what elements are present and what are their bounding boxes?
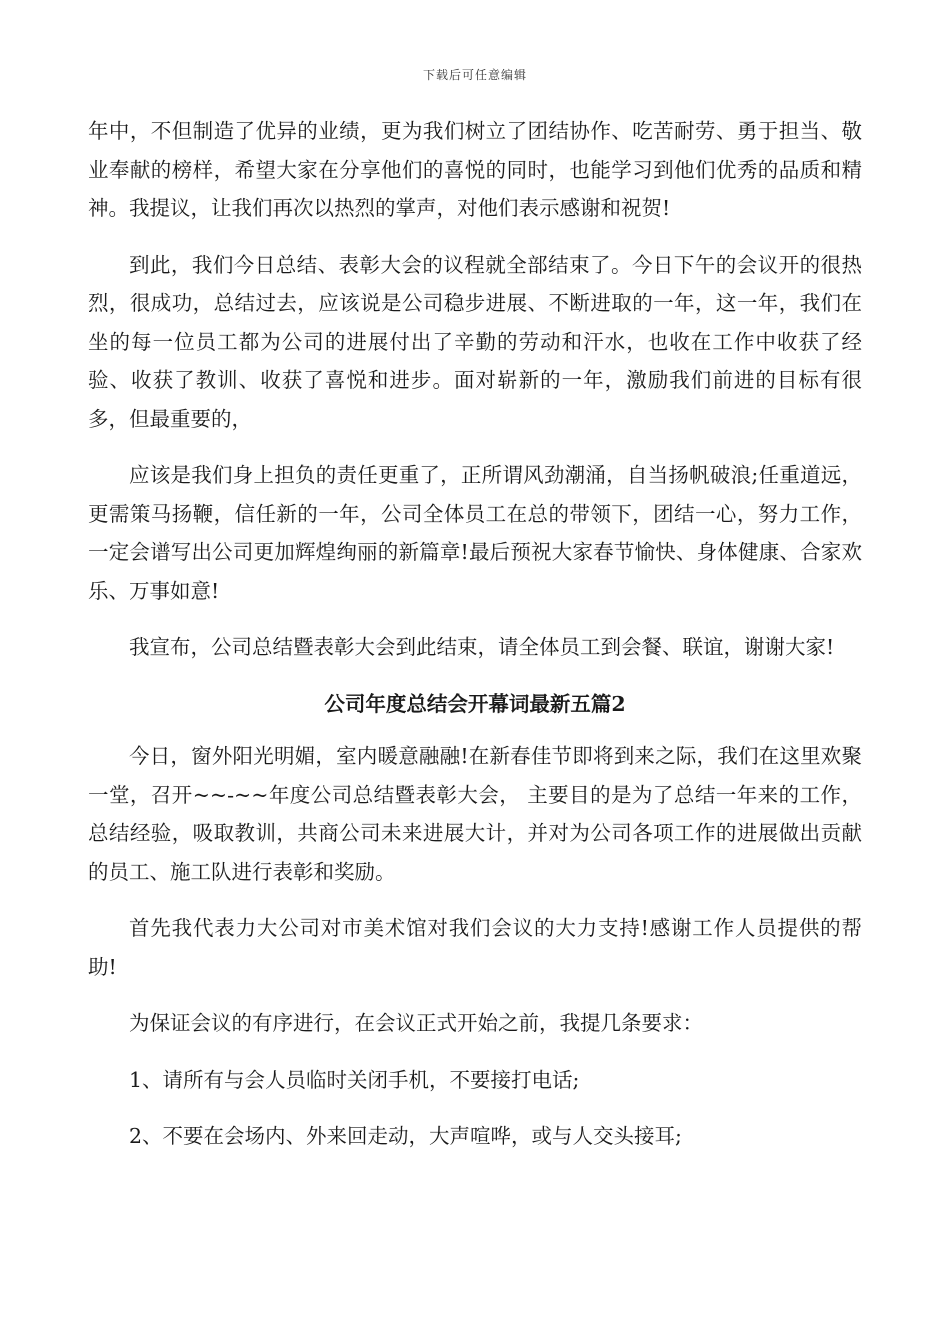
section-title: 公司年度总结会开幕词最新五篇2 (324, 691, 626, 716)
paragraph-requirements-intro: 为保证会议的有序进行，在会议正式开始之前，我提几条要求： (129, 1011, 703, 1035)
paragraph-continuation: 年中，不但制造了优异的业绩，更为我们树立了团结协作、吃苦耐劳、勇于担当、敬业奉献的榜样，希望大家在分享他们的喜悦的同时，也能学习到他们优秀的品质和精神。我提议，让我们再次以热烈的掌声，对他们表示感谢和祝贺! (88, 119, 862, 220)
document-body (88, 112, 862, 1174)
paragraph-announcement: 我宣布，公司总结暨表彰大会到此结束，请全体员工到会餐、联谊，谢谢大家! (129, 635, 835, 659)
paragraph-opening: 今日，窗外阳光明媚，室内暖意融融!在新春佳节即将到来之际，我们在这里欢聚一堂，召开~~-~~年度公司总结暨表彰大会， 主要目的是为了总结一年来的工作，总结经验，吸取教训，共商公司未来进展大计，并对为公司各项工作的进展做出贡献的员工、施工队进行表彰和奖励。 (88, 744, 862, 884)
header-note: 下载后可任意编辑 (422, 68, 527, 82)
paragraph-thanks: 首先我代表力大公司对市美术馆对我们会议的大力支持!感谢工作人员提供的帮助! (88, 916, 862, 979)
paragraph-responsibility: 应该是我们身上担负的责任更重了，正所谓风劲潮涌，自当扬帆破浪;任重道远，更需策马扬鞭，信任新的一年，公司全体员工在总的带领下，团结一心，努力工作，一定会谱写出公司更加辉煌绚丽的新篇章!最后预祝大家春节愉快、身体健康、合家欢乐、万事如意! (88, 463, 862, 603)
list-item-requirement-2: 2、不要在会场内、外来回走动，大声喧哗，或与人交头接耳; (129, 1124, 682, 1148)
paragraph-closing-summary: 到此，我们今日总结、表彰大会的议程就全部结束了。今日下午的会议开的很热烈，很成功，总结过去，应该说是公司稳步进展、不断进取的一年，这一年，我们在坐的每一位员工都为公司的进展付出了辛勤的劳动和汗水，也收在工作中收获了经验、收获了教训、收获了喜悦和进步。面对崭新的一年，激励我们前进的目标有很多，但最重要的， (88, 252, 862, 431)
list-item-requirement-1: 1、请所有与会人员临时关闭手机，不要接打电话; (129, 1067, 580, 1092)
